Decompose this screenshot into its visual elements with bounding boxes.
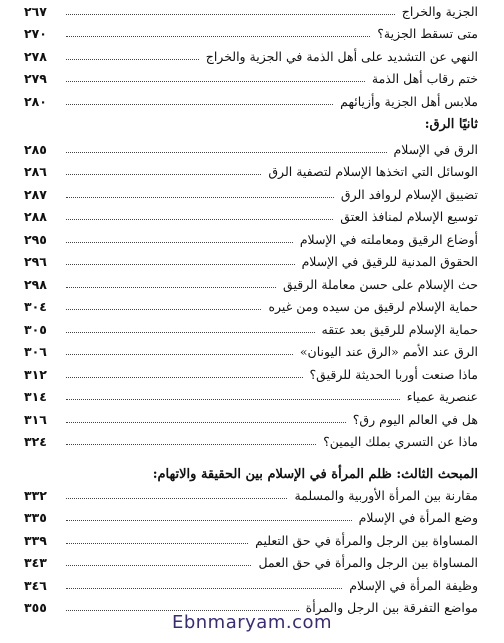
toc-entry-title: عنصرية عمياء [406,389,478,404]
toc-entry-page-number: ٣١٦ [24,411,47,427]
toc-entry [24,86,478,109]
dot-leader [66,308,261,310]
toc-entry-page-number: ٣١٢ [24,366,47,382]
toc-entry-page-number: ٢٦٧ [24,3,47,19]
dot-leader [66,353,293,355]
watermark-text: Ebnmaryam.com [171,612,333,633]
dot-leader [66,564,251,566]
dot-leader [66,542,248,544]
toc-entry [24,224,478,247]
toc-entry [24,202,478,225]
dot-leader [66,218,333,220]
toc-entry [24,314,478,337]
dot-leader [66,421,346,423]
toc-entry-title: النهي عن التشديد على أهل الذمة في الجزية والخراج [205,48,478,64]
toc-entry-title: هل في العالم اليوم رق؟ [352,411,478,427]
dot-leader [66,241,293,243]
toc-entry-title: حث الإسلام على حسن معاملة الرقيق [283,276,478,292]
dot-leader [66,263,295,265]
toc-entry-title: المساواة بين الرجل والمرأة في حق التعليم [255,532,478,548]
toc-entry-title: الرق في الإسلام [393,141,478,157]
toc-entry [24,404,478,427]
toc-entry-title: مواضع التفرقة بين الرجل والمرأة [305,600,478,615]
toc-entry-page-number: ٢٧٠ [24,26,47,41]
toc-entry [24,134,478,157]
toc-entry-title: ماذا عن التسري بملك اليمين؟ [323,434,478,449]
toc-entry-page-number: ٢٧٩ [24,71,47,86]
dot-leader [66,151,387,153]
dot-leader [66,196,334,198]
dot-leader [66,58,199,60]
toc-entry-page-number: ٣١٤ [24,389,47,404]
toc-entry-title: مقارنة بين المرأة الأوربية والمسلمة [294,487,478,503]
dot-leader [66,519,352,521]
toc-entry-title: الجزية والخراج [401,3,478,19]
toc-entry [24,503,478,526]
toc-entry [24,179,478,202]
toc-entry-title: وضع المرأة في الإسلام [358,510,478,525]
toc-entry-page-number: ٣٣٢ [24,487,47,503]
dot-leader [66,376,303,378]
toc-entry-title: حماية الإسلام للرقيق بعد عتقه [321,321,478,337]
dot-leader [66,331,315,333]
toc-entry [24,292,478,315]
toc-entry-page-number: ٢٨٨ [24,209,47,224]
toc-entry-page-number: ٢٩٥ [24,231,47,247]
toc-entry [24,548,478,571]
toc-entry-page-number: ٢٨٥ [24,141,47,157]
dot-leader [66,80,365,82]
section-three-heading: المبحث الثالث: ظلم المرأة في الإسلام بين الحقيقة والاتهام: [152,467,478,482]
toc-entry-page-number: ٣٤٦ [24,577,47,593]
toc-entry-title: الحقوق المدنية للرقيق في الإسلام [301,254,478,269]
toc-group-middle [24,134,478,449]
toc-entry [24,480,478,503]
toc-entry-title: ملابس أهل الجزية وأزيائهم [340,93,478,109]
dot-leader [66,497,287,499]
toc-entry-title: توسيع الإسلام لمنافذ العتق [340,209,478,224]
toc-entry [24,525,478,548]
toc-entry-title: متى تسقط الجزية؟ [377,26,478,41]
toc-entry [24,19,478,42]
toc-entry-page-number: ٣٠٥ [24,321,47,337]
toc-entry [24,427,478,450]
toc-entry-page-number: ٢٨٦ [24,164,47,179]
toc-entry-title: ماذا صنعت أوربا الحديثة للرقيق؟ [309,366,478,382]
toc-group-top [24,0,478,109]
dot-leader [66,443,316,445]
dot-leader [66,103,333,105]
toc-entry-page-number: ٣٢٤ [24,434,47,449]
section-two-heading: ثانيًا الرق: [424,117,478,132]
toc-entry [24,570,478,593]
toc-entry-page-number: ٣٤٣ [24,555,47,570]
toc-entry [24,359,478,382]
toc-entry-page-number: ٢٩٨ [24,276,47,292]
toc-entry-title: حماية الإسلام لرقيق من سيده ومن غيره [268,299,478,314]
toc-entry-page-number: ٣٠٤ [24,299,47,314]
toc-entry-page-number: ٣٣٩ [24,532,47,548]
dot-leader [66,286,276,288]
toc-entry [24,64,478,87]
toc-entry-page-number: ٣٠٦ [24,344,47,359]
toc-entry-title: وظيفة المرأة في الإسلام [349,577,478,593]
toc-entry [24,382,478,405]
toc-entry [24,0,478,19]
toc-entry-page-number: ٢٨٧ [24,186,47,202]
dot-leader [66,587,342,589]
toc-entry [24,269,478,292]
toc-entry [24,157,478,180]
toc-entry-page-number: ٢٩٦ [24,254,47,269]
toc-entry-page-number: ٣٣٥ [24,510,47,525]
dot-leader [66,609,299,611]
dot-leader [66,35,370,37]
toc-group-bottom [24,480,478,615]
toc-entry-page-number: ٣٥٥ [24,600,47,615]
toc-entry [24,247,478,270]
toc-entry-title: المساواة بين الرجل والمرأة في حق العمل [258,555,478,570]
toc-entry-title: الوسائل التي اتخذها الإسلام لتصفية الرق [268,164,478,179]
dot-leader [66,398,400,400]
dot-leader [66,173,261,175]
toc-entry-title: تضييق الإسلام لروافد الرق [340,186,478,202]
dot-leader [66,13,395,15]
toc-entry [24,337,478,360]
toc-entry-page-number: ٢٧٨ [24,48,47,64]
toc-entry-title: أوضاع الرقيق ومعاملته في الإسلام [299,231,478,247]
toc-entry-title: الرق عند الأمم «الرق عند اليونان» [299,344,478,359]
toc-entry [24,41,478,64]
toc-entry-page-number: ٢٨٠ [24,93,47,109]
toc-entry-title: ختم رقاب أهل الذمة [371,71,478,86]
